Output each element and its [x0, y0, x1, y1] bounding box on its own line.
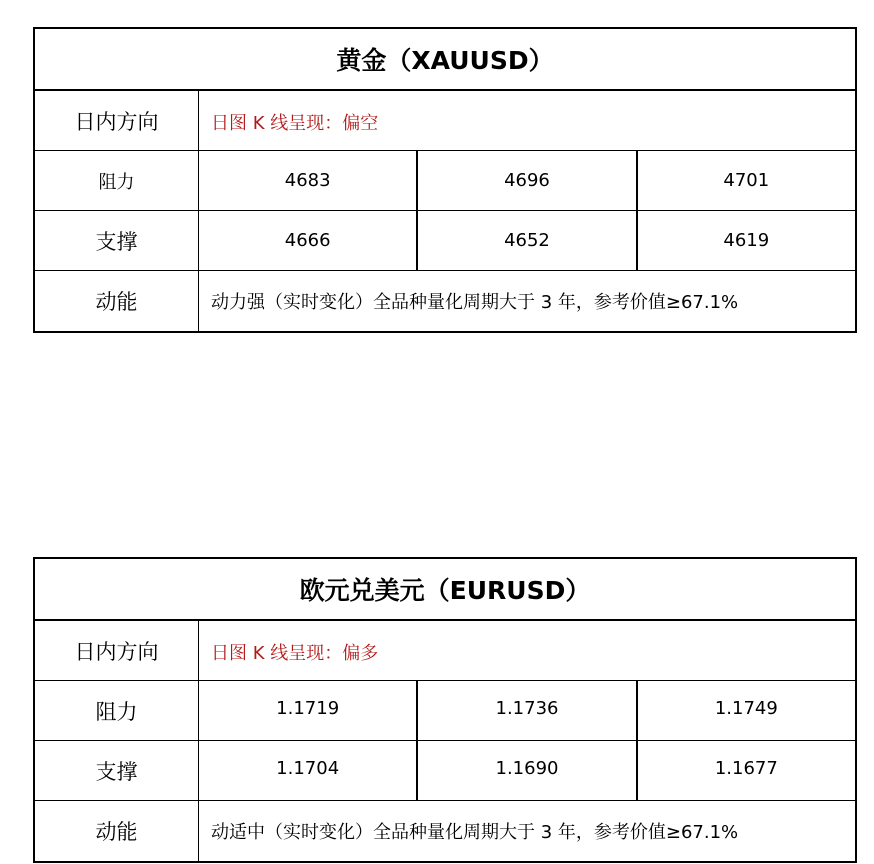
eurusd-table: [33, 557, 857, 863]
gold-support-1: 4666: [284, 230, 331, 251]
gold-resistance-2: 4696: [416, 151, 635, 210]
gold-support-3: 4619: [636, 211, 855, 270]
eurusd-direction-row: [35, 621, 855, 681]
gold-direction-label: 日内方向: [35, 91, 199, 150]
eurusd-title: 欧元兑美元（EURUSD）: [35, 559, 855, 621]
gold-resistance-1: 4683: [284, 170, 331, 191]
eurusd-resistance-2: 1.1736: [416, 681, 635, 740]
eurusd-resistance-row: [35, 681, 855, 741]
eurusd-direction-label: 日内方向: [35, 621, 199, 680]
gold-support-row: [35, 211, 855, 271]
eurusd-momentum-label: 动能: [35, 801, 199, 861]
gold-support-2: 4652: [416, 211, 635, 270]
eurusd-support-row: [35, 741, 855, 801]
eurusd-resistance-1: 1.1719: [276, 698, 340, 719]
gold-momentum-row: [35, 271, 855, 331]
gold-table: [33, 27, 857, 333]
gold-direction-row: [35, 91, 855, 151]
eurusd-support-1: 1.1704: [276, 758, 340, 779]
eurusd-support-2: 1.1690: [416, 741, 635, 800]
eurusd-momentum-row: [35, 801, 855, 861]
gold-support-label: 支撑: [35, 211, 199, 270]
eurusd-support-3: 1.1677: [636, 741, 855, 800]
gold-resistance-label: 阻力: [35, 151, 199, 210]
eurusd-resistance-label: 阻力: [35, 681, 199, 740]
gold-resistance-3: 4701: [636, 151, 855, 210]
gold-title: 黄金（XAUUSD）: [35, 29, 855, 91]
gold-direction-value: 日图 K 线呈现：偏空: [211, 113, 379, 134]
eurusd-momentum-value: 动适中（实时变化）全品种量化周期大于 3 年，参考价值≥67.1%: [211, 822, 739, 843]
eurusd-direction-value: 日图 K 线呈现：偏多: [211, 643, 379, 664]
eurusd-support-label: 支撑: [35, 741, 199, 800]
gold-momentum-label: 动能: [35, 271, 199, 331]
eurusd-resistance-3: 1.1749: [636, 681, 855, 740]
gold-resistance-row: [35, 151, 855, 211]
gold-momentum-value: 动力强（实时变化）全品种量化周期大于 3 年，参考价值≥67.1%: [211, 292, 739, 313]
